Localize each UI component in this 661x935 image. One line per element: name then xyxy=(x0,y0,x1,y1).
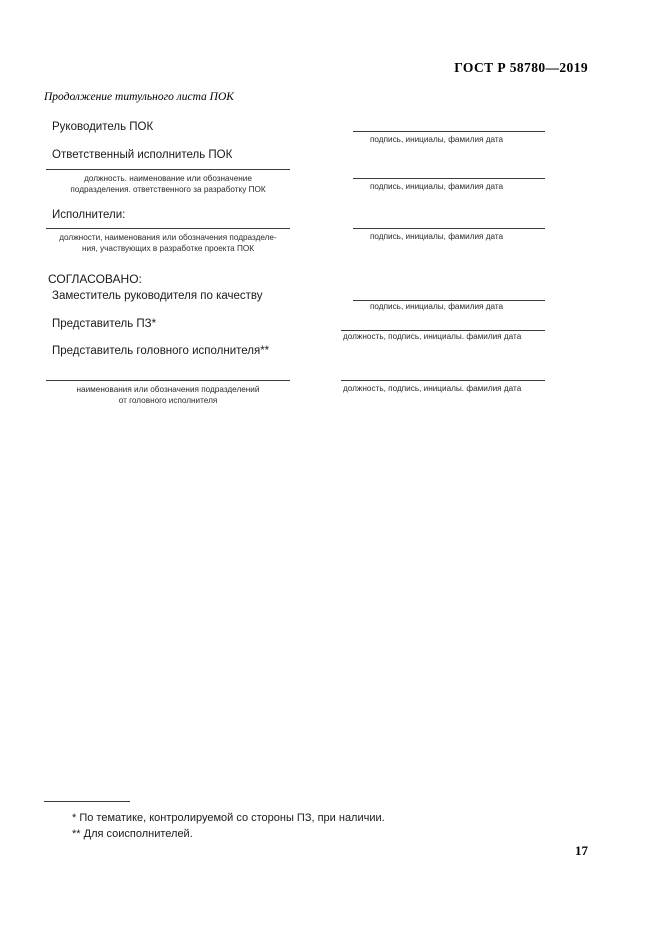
label-pz-representative: Представитель ПЗ* xyxy=(52,318,157,330)
label-deputy-quality: Заместитель руководителя по качеству xyxy=(52,290,263,302)
caption-main-executor-line2: от головного исполнителя xyxy=(118,396,218,405)
signature-line-1 xyxy=(353,131,545,132)
field-line-responsible xyxy=(46,169,290,170)
caption-executors-line1: должности, наименования или обозначения подразделе- xyxy=(59,233,277,242)
signature-line-2 xyxy=(353,178,545,179)
field-line-executors xyxy=(46,228,290,229)
signature-caption-2: подпись, инициалы, фамилия дата xyxy=(370,182,504,191)
signature-caption-4: подпись, инициалы, фамилия дата xyxy=(370,302,504,311)
field-line-main-executor xyxy=(46,380,290,381)
signature-line-4 xyxy=(353,300,545,301)
signature-line-6 xyxy=(341,380,545,381)
footnote-separator xyxy=(44,801,130,802)
signature-line-3 xyxy=(353,228,545,229)
caption-responsible-line1: должность. наименование или обозначение xyxy=(84,174,252,183)
label-agreed: СОГЛАСОВАНО: xyxy=(48,272,142,286)
footnote-1: * По тематике, контролируемой со стороны ПЗ, при наличии. xyxy=(72,812,385,824)
signature-caption-5: должность, подпись, инициалы. фамилия дата xyxy=(343,332,522,341)
signature-line-5 xyxy=(341,330,545,331)
continuation-note: Продолжение титульного листа ПОК xyxy=(44,91,234,103)
caption-responsible-line2: подразделения. ответственного за разработку ПОК xyxy=(70,185,266,194)
caption-executors-line2: ния, участвующих в разработке проекта ПОК xyxy=(81,244,254,253)
caption-main-executor-line1: наименования или обозначения подразделений xyxy=(76,385,260,394)
label-responsible-executor: Ответственный исполнитель ПОК xyxy=(52,149,233,161)
footnote-2: ** Для соисполнителей. xyxy=(72,828,193,840)
page-number: 17 xyxy=(575,843,588,858)
signature-caption-6: должность, подпись, инициалы. фамилия дата xyxy=(343,384,522,393)
label-head-pok: Руководитель ПОК xyxy=(52,121,154,133)
label-executors: Исполнители: xyxy=(52,209,126,221)
signature-caption-1: подпись, инициалы, фамилия дата xyxy=(370,135,504,144)
standard-designation: ГОСТ Р 58780—2019 xyxy=(454,60,588,75)
signature-caption-3: подпись, инициалы, фамилия дата xyxy=(370,232,504,241)
label-main-executor-representative: Представитель головного исполнителя** xyxy=(52,345,270,357)
